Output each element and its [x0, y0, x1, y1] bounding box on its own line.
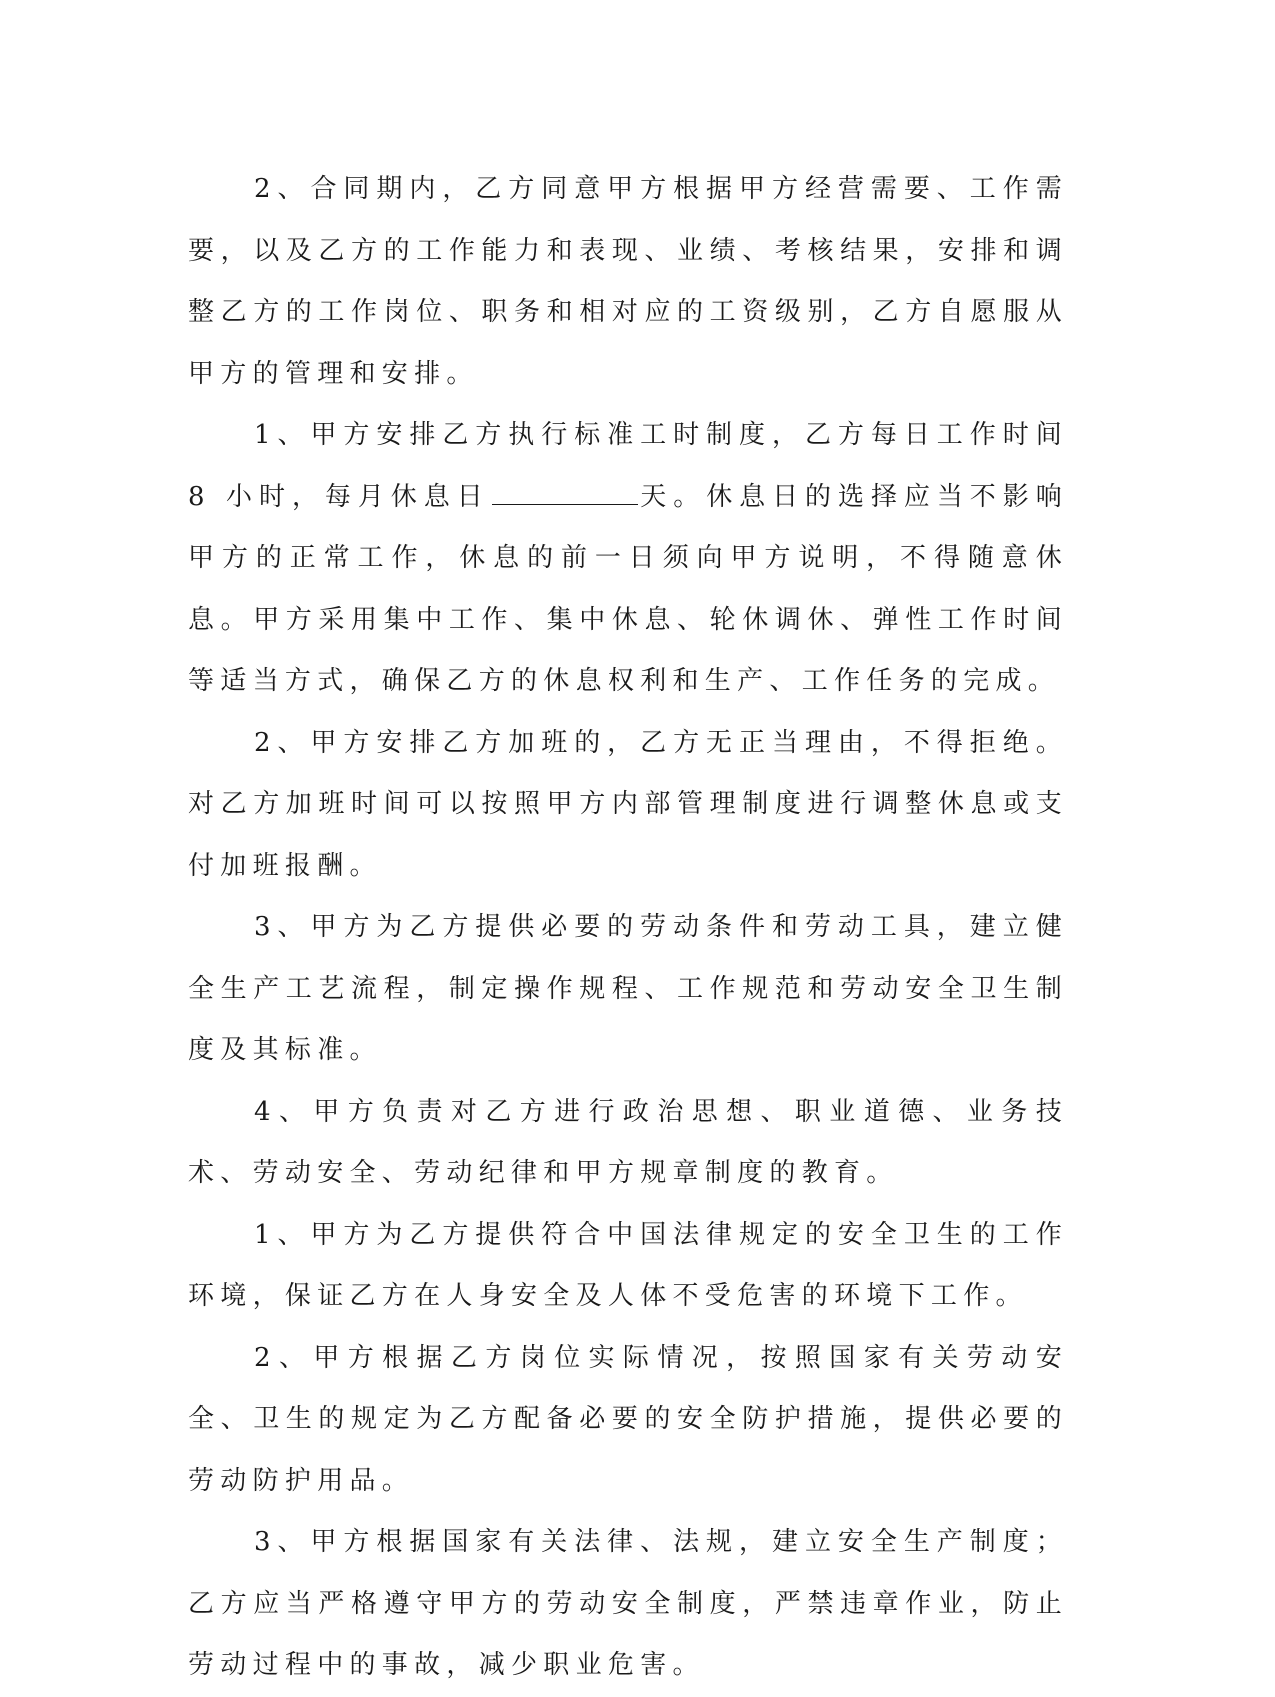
- paragraph-education: 4、甲方负责对乙方进行政治思想、职业道德、业务技术、劳动安全、劳动纪律和甲方规章制度的教育。: [188, 1096, 1068, 1188]
- paragraph-working-hours-end: 天。休息日的选择应当不影响甲方的正常工作，休息的前一日须向甲方说明，不得随意休息。甲方采用集中工作、集中休息、轮休调休、弹性工作时间等适当方式，确保乙方的休息权利和生产、工作任务的完成。: [188, 481, 1068, 696]
- rest-days-blank: [492, 484, 638, 505]
- paragraph-protective-equipment: 2、甲方根据乙方岗位实际情况，按照国家有关劳动安全、卫生的规定为乙方配备必要的安全防护措施，提供必要的劳动防护用品。: [188, 1342, 1068, 1496]
- document-body: [188, 159, 1068, 1697]
- paragraph-working-hours: [188, 405, 1068, 713]
- paragraph-labor-conditions: 3、甲方为乙方提供必要的劳动条件和劳动工具，建立健全生产工艺流程，制定操作规程、工作规范和劳动安全卫生制度及其标准。: [188, 912, 1068, 1065]
- paragraph-working-hours-start: 1、甲方安排乙方执行标准工时制度，乙方每日工作时间 8 小时，每月休息日: [188, 420, 1068, 512]
- paragraph-safety-rules: 3、甲方根据国家有关法律、法规，建立安全生产制度；乙方应当严格遵守甲方的劳动安全制度，严禁违章作业，防止劳动过程中的事故，减少职业危害。: [188, 1527, 1068, 1680]
- paragraph-overtime: 2、甲方安排乙方加班的，乙方无正当理由，不得拒绝。对乙方加班时间可以按照甲方内部管理制度进行调整休息或支付加班报酬。: [188, 727, 1068, 881]
- paragraph-job-adjustment: 2、合同期内，乙方同意甲方根据甲方经营需要、工作需要，以及乙方的工作能力和表现、业绩、考核结果，安排和调整乙方的工作岗位、职务和相对应的工资级别，乙方自愿服从甲方的管理和安排。: [188, 174, 1068, 389]
- paragraph-safe-environment: 1、甲方为乙方提供符合中国法律规定的安全卫生的工作环境，保证乙方在人身安全及人体不受危害的环境下工作。: [188, 1219, 1068, 1311]
